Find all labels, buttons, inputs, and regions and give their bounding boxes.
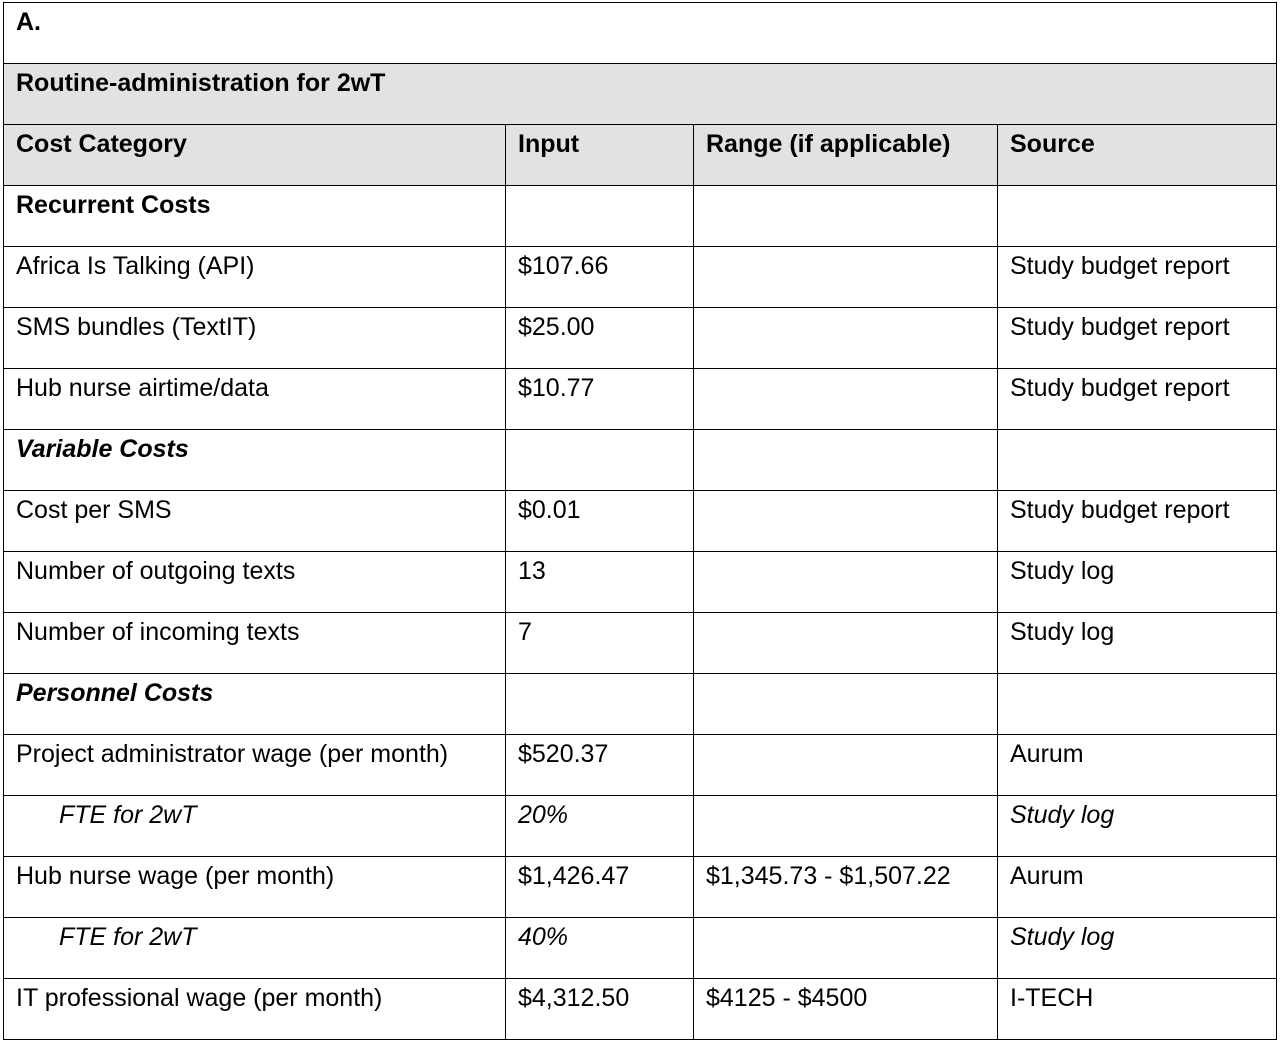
cell-cost-category: Hub nurse wage (per month) [4, 857, 506, 918]
cell-cost-category: Number of outgoing texts [4, 552, 506, 613]
table-row [4, 613, 1277, 674]
cell-range [694, 796, 998, 857]
table-row [4, 186, 1277, 247]
cell-cost-category: Variable Costs [4, 430, 506, 491]
header-source: Source [998, 125, 1277, 186]
cell-source: Study log [998, 796, 1277, 857]
header-row [4, 125, 1277, 186]
cell-cost-category: Number of incoming texts [4, 613, 506, 674]
cell-cost-category: FTE for 2wT [4, 796, 506, 857]
cell-source [998, 674, 1277, 735]
table-row [4, 918, 1277, 979]
cell-source: Study budget report [998, 491, 1277, 552]
cell-range [694, 613, 998, 674]
table-row [4, 857, 1277, 918]
cell-range [694, 735, 998, 796]
table-row [4, 369, 1277, 430]
table-row [4, 674, 1277, 735]
cell-source: Aurum [998, 735, 1277, 796]
cell-source: Study budget report [998, 369, 1277, 430]
cell-range [694, 674, 998, 735]
cell-input: $25.00 [506, 308, 694, 369]
cell-input: $0.01 [506, 491, 694, 552]
cell-cost-category: IT professional wage (per month) [4, 979, 506, 1040]
table-row [4, 430, 1277, 491]
table-label-row [4, 3, 1277, 64]
cell-range [694, 308, 998, 369]
table-row [4, 247, 1277, 308]
cell-cost-category: Project administrator wage (per month) [4, 735, 506, 796]
cell-input: 40% [506, 918, 694, 979]
header-cost-category: Cost Category [4, 125, 506, 186]
cell-source: Study budget report [998, 308, 1277, 369]
cell-cost-category: FTE for 2wT [4, 918, 506, 979]
table-title: Routine-administration for 2wT [4, 64, 1277, 125]
cell-input [506, 674, 694, 735]
table-row [4, 735, 1277, 796]
cell-range [694, 918, 998, 979]
cell-range: $1,345.73 - $1,507.22 [694, 857, 998, 918]
cell-range [694, 369, 998, 430]
header-range: Range (if applicable) [694, 125, 998, 186]
table-row [4, 979, 1277, 1040]
cell-source: Study log [998, 918, 1277, 979]
cell-input: $4,312.50 [506, 979, 694, 1040]
cell-range [694, 430, 998, 491]
table-row [4, 552, 1277, 613]
table-row [4, 491, 1277, 552]
cell-source [998, 430, 1277, 491]
cell-input: $10.77 [506, 369, 694, 430]
cell-input: 13 [506, 552, 694, 613]
cell-source: I-TECH [998, 979, 1277, 1040]
cell-cost-category: Hub nurse airtime/data [4, 369, 506, 430]
cell-range [694, 247, 998, 308]
table-title-row [4, 64, 1277, 125]
cell-input [506, 430, 694, 491]
cell-range: $4125 - $4500 [694, 979, 998, 1040]
cell-cost-category: SMS bundles (TextIT) [4, 308, 506, 369]
cell-source: Study log [998, 552, 1277, 613]
cell-input [506, 186, 694, 247]
cell-cost-category: Personnel Costs [4, 674, 506, 735]
cell-source: Study budget report [998, 247, 1277, 308]
cell-cost-category: Recurrent Costs [4, 186, 506, 247]
table-label: A. [4, 3, 1277, 64]
cell-input: 7 [506, 613, 694, 674]
cell-input: 20% [506, 796, 694, 857]
cost-table [3, 2, 1277, 1040]
cell-cost-category: Africa Is Talking (API) [4, 247, 506, 308]
cell-range [694, 491, 998, 552]
cell-range [694, 186, 998, 247]
cell-source: Study log [998, 613, 1277, 674]
table-row [4, 796, 1277, 857]
table-row [4, 308, 1277, 369]
cell-cost-category: Cost per SMS [4, 491, 506, 552]
cell-source: Aurum [998, 857, 1277, 918]
cell-input: $520.37 [506, 735, 694, 796]
cell-input: $107.66 [506, 247, 694, 308]
cell-input: $1,426.47 [506, 857, 694, 918]
cell-range [694, 552, 998, 613]
cell-source [998, 186, 1277, 247]
header-input: Input [506, 125, 694, 186]
